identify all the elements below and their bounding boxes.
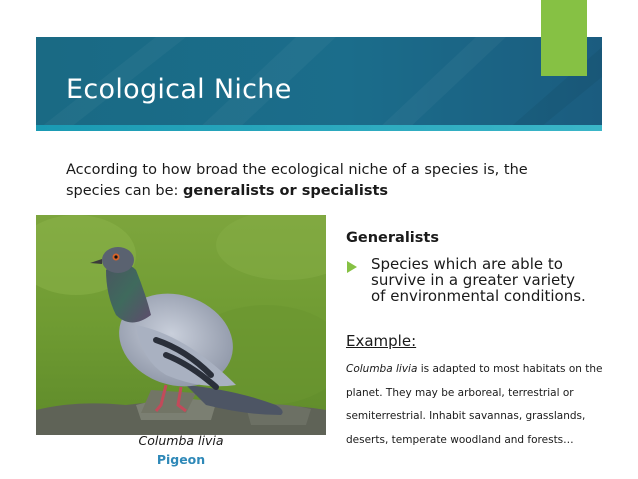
triangle-right-icon (347, 261, 357, 273)
example-species: Columba livia (346, 363, 418, 375)
generalists-heading: Generalists (346, 230, 439, 246)
intro-lead: According to how broad the ecological niche of a species is, the species can be: (66, 162, 528, 199)
photo-caption-common: Pigeon (156, 452, 206, 467)
photo-caption-species: Columba livia (138, 433, 224, 448)
slide-title: Ecological Niche (66, 74, 292, 105)
accent-tab (541, 0, 587, 76)
generalists-bullet: Species which are able to survive in a greater variety of environmental conditions. (371, 255, 586, 305)
pigeon-photo (36, 215, 326, 435)
title-band-bottom-line (36, 125, 602, 131)
example-text: is adapted to most habitats on the planet. They may be arboreal, terrestrial or semiterrestrial. Inhabit savannas, grasslands, deserts, temperate woodland and forests… (346, 363, 603, 446)
intro-paragraph (66, 160, 586, 202)
example-heading: Example: (346, 332, 417, 350)
intro-bold: generalists or specialists (183, 183, 389, 199)
example-body (346, 358, 606, 452)
